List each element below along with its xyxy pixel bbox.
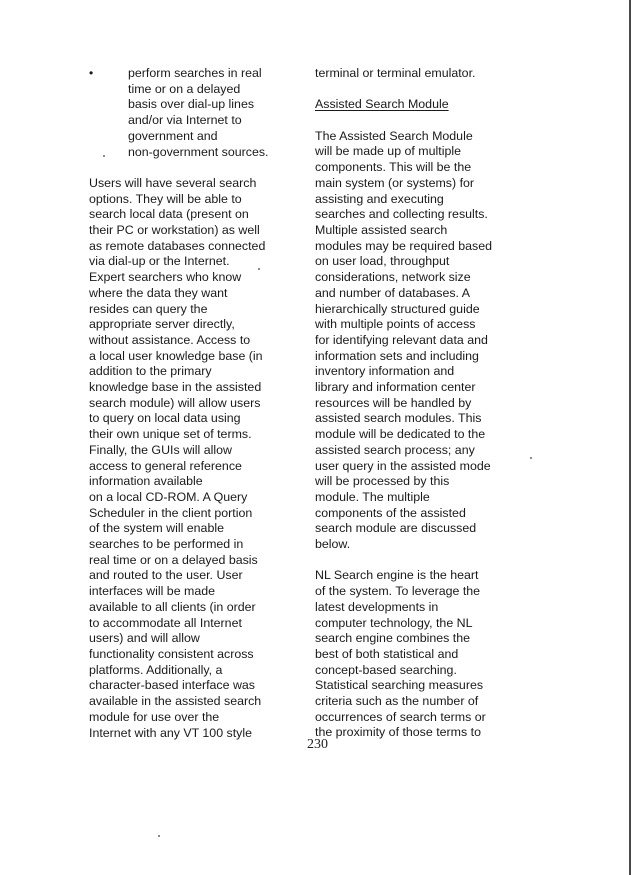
text-line: assisting and executing (315, 191, 444, 206)
text-line: knowledge base in the assisted (89, 380, 262, 395)
left-column (89, 66, 284, 741)
text-line: real time or on a delayed basis (89, 552, 258, 567)
text-line: main system (or systems) for (315, 175, 475, 190)
text-line: computer technology, the NL (315, 615, 473, 630)
text-line: modules may be required based (315, 238, 493, 253)
text-line: with multiple points of access (315, 317, 476, 332)
scan-speck (103, 155, 105, 157)
text-line: functionality consistent across (89, 647, 254, 661)
text-line: searches and collecting results. (315, 207, 488, 222)
scan-speck (530, 457, 532, 459)
text-line: information available (89, 474, 203, 489)
text-line: as remote databases connected (89, 238, 266, 253)
section-heading: Assisted Search Module (315, 97, 449, 112)
text-line: available in the assisted search (89, 694, 262, 709)
text-line: and routed to the user. User (89, 568, 243, 583)
text-line: search module are discussed (315, 521, 477, 536)
text-line: NL Search engine is the heart (315, 568, 479, 583)
text-line: below. (315, 537, 351, 552)
text-line: users) and will allow (89, 631, 200, 646)
text-line: Multiple assisted search (315, 223, 448, 237)
text-line: of the system. To leverage the (315, 584, 481, 599)
text-line: interfaces will be made (89, 584, 216, 599)
text-line: components. This will be the (315, 160, 472, 175)
text-line: hierarchically structured guide (315, 301, 480, 316)
text-line: without assistance. Access to (89, 332, 251, 347)
continuation-text (315, 66, 515, 82)
text-line: basis over dial-up lines (128, 97, 255, 112)
text-line: to query on local data using (89, 411, 241, 426)
text-line: resources will be handled by (315, 395, 472, 410)
text-line: platforms. Additionally, a (89, 662, 223, 677)
scan-speck (158, 835, 160, 837)
text-line: their PC or workstation) as well (89, 223, 260, 238)
text-line: to accommodate all Internet (89, 615, 242, 630)
text-line: Statistical searching measures (315, 678, 484, 693)
text-line: for identifying relevant data and (315, 332, 488, 347)
text-line: terminal or terminal emulator. (315, 66, 476, 80)
text-line: latest developments in (315, 599, 439, 614)
text-line: access to general reference (89, 458, 242, 473)
text-line: and number of databases. A (315, 285, 470, 300)
text-line: components of the assisted (315, 505, 466, 520)
text-line: resides can query the (89, 301, 208, 316)
text-line: Scheduler in the client portion (89, 505, 253, 520)
text-line: considerations, network size (315, 270, 471, 285)
text-line: search module) will allow users (89, 395, 261, 410)
text-line: information sets and including (315, 348, 479, 363)
text-line: Internet with any VT 100 style (89, 725, 253, 740)
text-line: inventory information and (315, 364, 455, 379)
text-line: module. The multiple (315, 489, 430, 504)
text-line: the proximity of those terms to (315, 725, 481, 740)
text-line: assisted search process; any (315, 442, 475, 457)
text-line: available to all clients (in order (89, 599, 256, 614)
text-line: on a local CD-ROM. A Query (89, 489, 248, 504)
text-line: Finally, the GUIs will allow (89, 442, 232, 457)
text-line: search engine combines the (315, 631, 470, 646)
text-line: options. They will be able to (89, 191, 242, 206)
text-line: occurrences of search terms or (315, 709, 486, 724)
text-line: searches to be performed in (89, 537, 244, 552)
text-line: Expert searchers who know (89, 270, 242, 285)
text-line: will be made up of multiple (315, 144, 462, 159)
text-line: non-government sources. (128, 144, 269, 159)
text-line: assisted search modules. This (315, 411, 482, 426)
assisted-search-paragraph (315, 129, 515, 553)
text-line: of the system will enable (89, 521, 224, 536)
right-column (315, 66, 515, 741)
text-line: a local user knowledge base (in (89, 348, 263, 363)
text-line: appropriate server directly, (89, 317, 235, 332)
text-line: criteria such as the number of (315, 694, 479, 709)
text-line: search local data (present on (89, 207, 249, 222)
text-line: library and information center (315, 380, 476, 395)
text-line: module will be dedicated to the (315, 427, 486, 442)
text-line: perform searches in real (128, 66, 262, 80)
text-line: user query in the assisted mode (315, 458, 491, 473)
text-line: where the data they want (89, 285, 228, 300)
page-number: 230 (307, 737, 328, 752)
text-line: and/or via Internet to (128, 113, 242, 128)
scan-speck (258, 268, 260, 270)
left-paragraph (89, 176, 284, 741)
text-line: module for use over the (89, 709, 220, 724)
text-line: best of both statistical and (315, 646, 459, 661)
text-line: will be processed by this (315, 474, 450, 489)
text-line: government and (128, 128, 218, 143)
text-line: on user load, throughput (315, 254, 450, 269)
text-line: via dial-up or the Internet. (89, 254, 230, 269)
text-line: time or on a delayed (128, 81, 241, 96)
nl-search-paragraph (315, 568, 515, 741)
bullet-text (89, 66, 284, 160)
text-line: addition to the primary (89, 364, 212, 379)
text-line: their own unique set of terms. (89, 427, 252, 442)
text-line: The Assisted Search Module (315, 128, 473, 143)
text-line: character-based interface was (89, 678, 255, 693)
text-line: concept-based searching. (315, 662, 457, 677)
bullet-item (89, 66, 284, 160)
text-line: Users will have several search (89, 175, 257, 190)
bullet-marker: • (89, 66, 94, 80)
